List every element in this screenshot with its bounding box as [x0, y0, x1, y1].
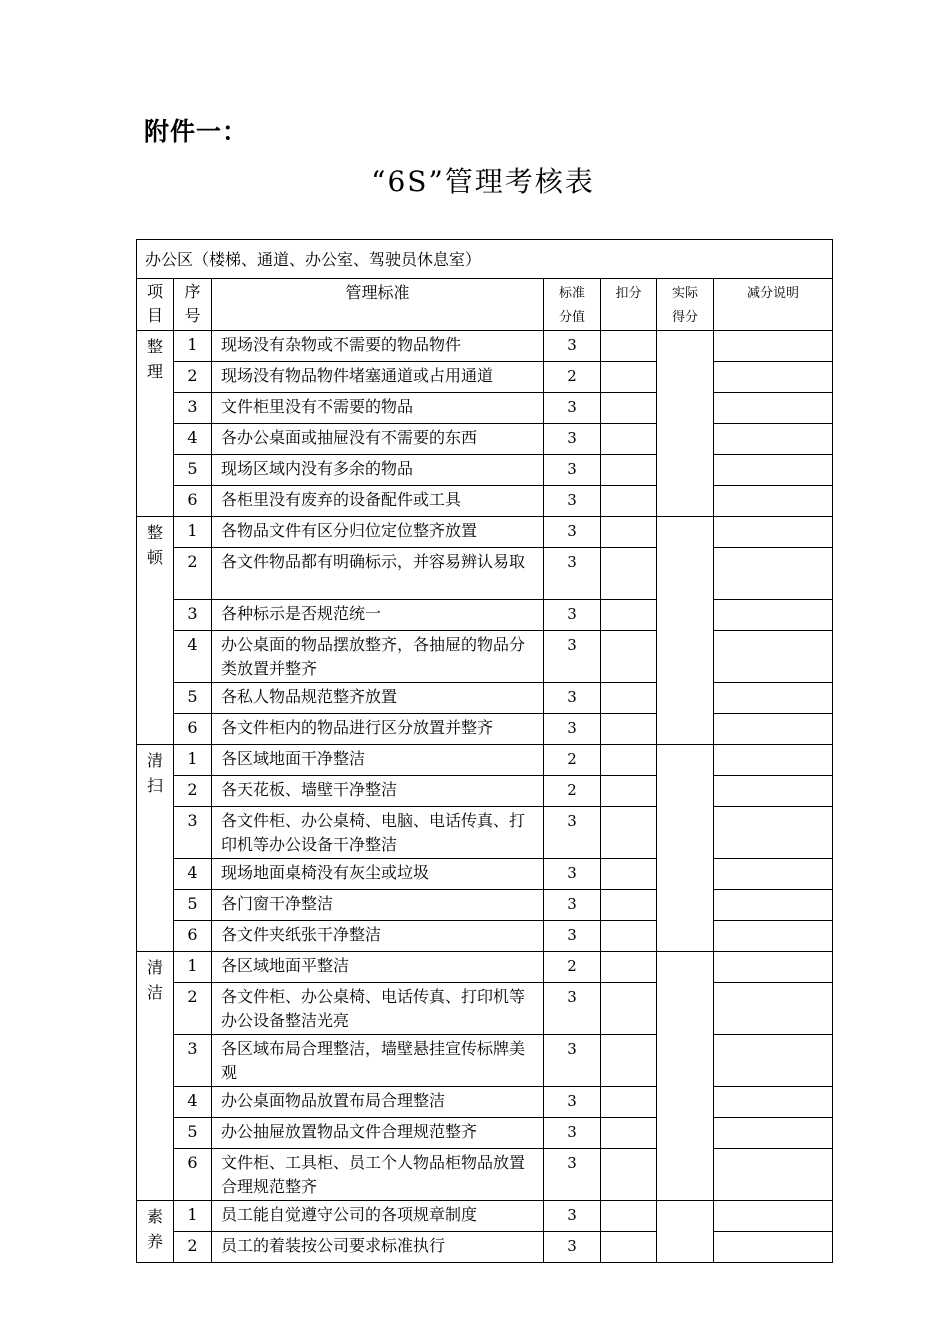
deduct-note-cell[interactable]: [714, 600, 833, 631]
category-cell: [137, 952, 174, 1201]
deduct-cell[interactable]: [601, 600, 657, 631]
row-number: 3: [174, 807, 212, 859]
deduct-cell[interactable]: [601, 776, 657, 807]
table-row: [137, 548, 833, 600]
category-char: 清: [146, 751, 163, 770]
standard-score: 2: [544, 362, 601, 393]
row-number: 6: [174, 714, 212, 745]
table-row: [137, 921, 833, 952]
deduct-note-cell[interactable]: [714, 1035, 833, 1087]
row-number: 2: [174, 548, 212, 600]
deduct-note-cell[interactable]: [714, 1149, 833, 1201]
table-row: [137, 486, 833, 517]
table-row: [137, 807, 833, 859]
deduct-note-cell[interactable]: [714, 683, 833, 714]
deduct-cell[interactable]: [601, 517, 657, 548]
row-number: 2: [174, 1232, 212, 1263]
deduct-cell[interactable]: [601, 921, 657, 952]
row-number: 2: [174, 983, 212, 1035]
standard-text: 现场没有物品物件堵塞通道或占用通道: [212, 362, 544, 393]
standard-score: 3: [544, 455, 601, 486]
standard-text: 各物品文件有区分归位定位整齐放置: [212, 517, 544, 548]
category-char: 洁: [146, 983, 163, 1002]
deduct-cell[interactable]: [601, 683, 657, 714]
deduct-cell[interactable]: [601, 1035, 657, 1087]
deduct-cell[interactable]: [601, 890, 657, 921]
row-number: 3: [174, 393, 212, 424]
standard-text: 员工的着装按公司要求标准执行: [212, 1232, 544, 1263]
row-number: 1: [174, 745, 212, 776]
standard-score: 3: [544, 517, 601, 548]
deduct-note-cell[interactable]: [714, 548, 833, 600]
deduct-note-cell[interactable]: [714, 952, 833, 983]
table-row: [137, 393, 833, 424]
standard-score: 3: [544, 1118, 601, 1149]
deduct-note-cell[interactable]: [714, 1087, 833, 1118]
standard-text: 各柜里没有废弃的设备配件或工具: [212, 486, 544, 517]
table-row: [137, 745, 833, 776]
attachment-label: 附件一：: [144, 117, 249, 146]
deduct-cell[interactable]: [601, 424, 657, 455]
deduct-cell[interactable]: [601, 983, 657, 1035]
standard-text: 各种标示是否规范统一: [212, 600, 544, 631]
standard-text: 现场地面桌椅没有灰尘或垃圾: [212, 859, 544, 890]
deduct-note-cell[interactable]: [714, 921, 833, 952]
standard-score: 2: [544, 952, 601, 983]
row-number: 3: [174, 600, 212, 631]
standard-text: 各天花板、墙壁干净整洁: [212, 776, 544, 807]
deduct-note-cell[interactable]: [714, 631, 833, 683]
deduct-note-cell[interactable]: [714, 424, 833, 455]
deduct-cell[interactable]: [601, 393, 657, 424]
category-char: 顿: [146, 548, 163, 567]
zone-heading: 办公区（楼梯、通道、办公室、驾驶员休息室）: [137, 240, 833, 279]
row-number: 5: [174, 890, 212, 921]
row-number: 3: [174, 1035, 212, 1087]
row-number: 1: [174, 1201, 212, 1232]
table-row: [137, 1035, 833, 1087]
standard-score: 3: [544, 600, 601, 631]
standard-score: 3: [544, 486, 601, 517]
standard-score: 3: [544, 548, 601, 600]
standard-score: 3: [544, 1149, 601, 1201]
table-row: [137, 859, 833, 890]
row-number: 4: [174, 424, 212, 455]
deduct-note-cell[interactable]: [714, 776, 833, 807]
table-row: [137, 714, 833, 745]
standard-score: 3: [544, 1232, 601, 1263]
row-number: 1: [174, 952, 212, 983]
standard-score: 3: [544, 393, 601, 424]
standard-text: 办公抽屉放置物品文件合理规范整齐: [212, 1118, 544, 1149]
standard-text: 各区域布局合理整洁，墙壁悬挂宣传标牌美观: [212, 1035, 544, 1087]
table-row: [137, 517, 833, 548]
deduct-note-cell[interactable]: [714, 1232, 833, 1263]
deduct-note-cell[interactable]: [714, 486, 833, 517]
table-row: [137, 600, 833, 631]
category-char: 素: [146, 1207, 163, 1226]
standard-score: 3: [544, 424, 601, 455]
standard-text: 各文件夹纸张干净整洁: [212, 921, 544, 952]
assessment-table: [136, 239, 833, 1263]
standard-score: 3: [544, 807, 601, 859]
deduct-cell[interactable]: [601, 745, 657, 776]
row-number: 2: [174, 776, 212, 807]
deduct-cell[interactable]: [601, 859, 657, 890]
header-std-score: 标准 分值: [544, 279, 601, 331]
deduct-cell[interactable]: [601, 807, 657, 859]
deduct-cell[interactable]: [601, 548, 657, 600]
standard-text: 文件柜里没有不需要的物品: [212, 393, 544, 424]
deduct-note-cell[interactable]: [714, 807, 833, 859]
standard-score: 3: [544, 921, 601, 952]
deduct-note-cell[interactable]: [714, 517, 833, 548]
table-row: [137, 1087, 833, 1118]
header-standard: 管理标准: [212, 279, 544, 331]
category-cell: [137, 331, 174, 517]
actual-score-cell[interactable]: [657, 952, 714, 1201]
standard-text: 员工能自觉遵守公司的各项规章制度: [212, 1201, 544, 1232]
deduct-note-cell[interactable]: [714, 362, 833, 393]
table-row: [137, 1149, 833, 1201]
standard-score: 3: [544, 631, 601, 683]
deduct-cell[interactable]: [601, 1118, 657, 1149]
standard-text: 各文件柜、办公桌椅、电脑、电话传真、打印机等办公设备干净整洁: [212, 807, 544, 859]
standard-text: 文件柜、工具柜、员工个人物品柜物品放置合理规范整齐: [212, 1149, 544, 1201]
standard-score: 3: [544, 859, 601, 890]
deduct-cell[interactable]: [601, 455, 657, 486]
header-deduct: 扣分: [601, 279, 657, 331]
row-number: 4: [174, 1087, 212, 1118]
table-row: [137, 362, 833, 393]
table-row: [137, 1232, 833, 1263]
deduct-note-cell[interactable]: [714, 455, 833, 486]
table-row: [137, 776, 833, 807]
deduct-cell[interactable]: [601, 486, 657, 517]
standard-text: 各门窗干净整洁: [212, 890, 544, 921]
deduct-cell[interactable]: [601, 952, 657, 983]
actual-score-cell[interactable]: [657, 331, 714, 517]
deduct-note-cell[interactable]: [714, 393, 833, 424]
category-char: 养: [146, 1232, 163, 1251]
category-cell: [137, 1201, 174, 1263]
standard-text: 办公桌面的物品摆放整齐，各抽屉的物品分类放置并整齐: [212, 631, 544, 683]
deduct-cell[interactable]: [601, 631, 657, 683]
deduct-cell[interactable]: [601, 1149, 657, 1201]
standard-text: 现场没有杂物或不需要的物品物件: [212, 331, 544, 362]
standard-score: 3: [544, 983, 601, 1035]
row-number: 5: [174, 683, 212, 714]
page-title: “6S”管理考核表: [371, 165, 595, 198]
deduct-cell[interactable]: [601, 714, 657, 745]
deduct-note-cell[interactable]: [714, 890, 833, 921]
standard-text: 各文件物品都有明确标示，并容易辨认易取: [212, 548, 544, 600]
deduct-note-cell[interactable]: [714, 1118, 833, 1149]
table-row: [137, 952, 833, 983]
standard-score: 3: [544, 1201, 601, 1232]
row-number: 2: [174, 362, 212, 393]
row-number: 5: [174, 1118, 212, 1149]
row-number: 6: [174, 486, 212, 517]
row-number: 4: [174, 859, 212, 890]
standard-score: 3: [544, 714, 601, 745]
category-char: 扫: [146, 776, 163, 795]
standard-text: 各办公桌面或抽屉没有不需要的东西: [212, 424, 544, 455]
table-row: [137, 1118, 833, 1149]
deduct-note-cell[interactable]: [714, 859, 833, 890]
table-row: [137, 331, 833, 362]
category-char: 整: [146, 337, 163, 356]
standard-score: 3: [544, 331, 601, 362]
deduct-note-cell[interactable]: [714, 745, 833, 776]
deduct-cell[interactable]: [601, 331, 657, 362]
table-row: [137, 983, 833, 1035]
standard-text: 各区域地面平整洁: [212, 952, 544, 983]
header-no: 序 号: [174, 279, 212, 331]
row-number: 4: [174, 631, 212, 683]
standard-text: 各文件柜内的物品进行区分放置并整齐: [212, 714, 544, 745]
standard-text: 各私人物品规范整齐放置: [212, 683, 544, 714]
deduct-cell[interactable]: [601, 1087, 657, 1118]
header-row: [137, 279, 833, 331]
standard-score: 3: [544, 890, 601, 921]
table-row: [137, 683, 833, 714]
standard-score: 2: [544, 776, 601, 807]
row-number: 1: [174, 517, 212, 548]
header-note: 减分说明: [714, 279, 833, 331]
deduct-cell[interactable]: [601, 362, 657, 393]
table-row: [137, 631, 833, 683]
actual-score-cell[interactable]: [657, 517, 714, 745]
category-char: 清: [146, 958, 163, 977]
row-number: 5: [174, 455, 212, 486]
category-char: 整: [146, 523, 163, 542]
deduct-note-cell[interactable]: [714, 1201, 833, 1232]
actual-score-cell[interactable]: [657, 1201, 714, 1263]
standard-text: 各文件柜、办公桌椅、电话传真、打印机等办公设备整洁光亮: [212, 983, 544, 1035]
table-row: [137, 455, 833, 486]
deduct-note-cell[interactable]: [714, 331, 833, 362]
deduct-cell[interactable]: [601, 1232, 657, 1263]
deduct-note-cell[interactable]: [714, 714, 833, 745]
row-number: 1: [174, 331, 212, 362]
standard-score: 3: [544, 1035, 601, 1087]
header-item: 项 目: [137, 279, 174, 331]
table-row: [137, 890, 833, 921]
category-cell: [137, 745, 174, 952]
deduct-note-cell[interactable]: [714, 983, 833, 1035]
standard-score: 3: [544, 1087, 601, 1118]
header-actual: 实际 得分: [657, 279, 714, 331]
standard-text: 各区域地面干净整洁: [212, 745, 544, 776]
table-row: [137, 424, 833, 455]
row-number: 6: [174, 1149, 212, 1201]
standard-score: 3: [544, 683, 601, 714]
actual-score-cell[interactable]: [657, 745, 714, 952]
standard-text: 办公桌面物品放置布局合理整洁: [212, 1087, 544, 1118]
category-cell: [137, 517, 174, 745]
table-row: [137, 1201, 833, 1232]
standard-text: 现场区域内没有多余的物品: [212, 455, 544, 486]
row-number: 6: [174, 921, 212, 952]
category-char: 理: [146, 362, 163, 381]
standard-score: 2: [544, 745, 601, 776]
deduct-cell[interactable]: [601, 1201, 657, 1232]
